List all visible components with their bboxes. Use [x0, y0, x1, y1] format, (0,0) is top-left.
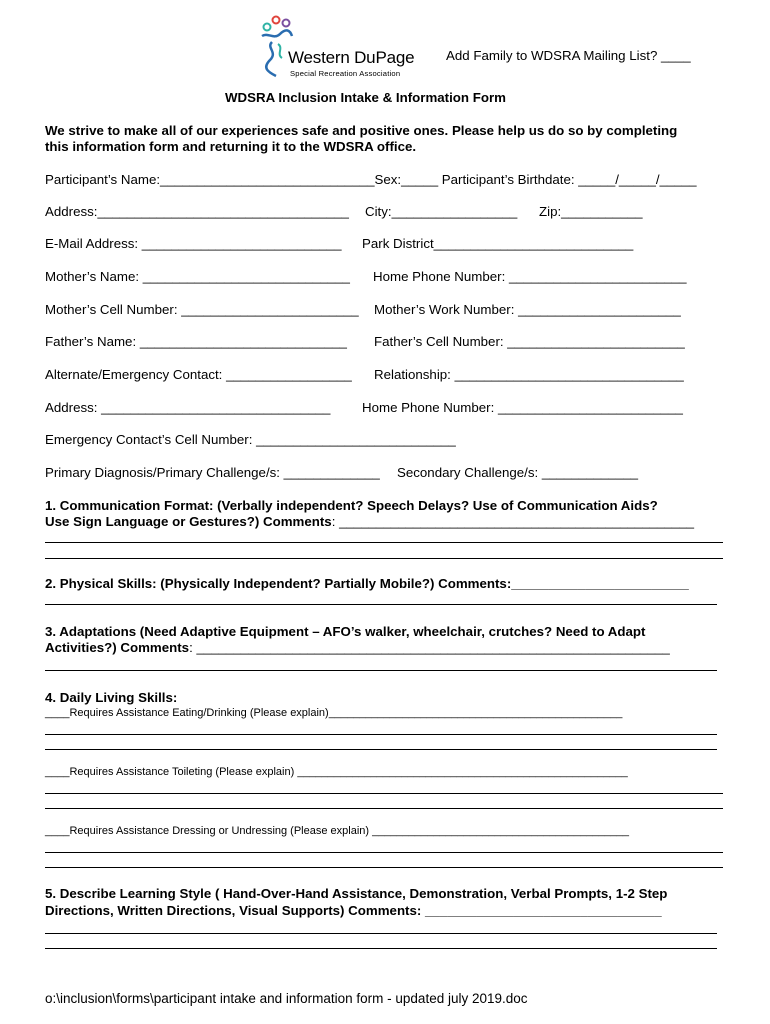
- eating-blank-line: [45, 749, 717, 750]
- intro-line-1: We strive to make all of our experiences safe and positive ones. Please help us do so by completing: [45, 123, 678, 138]
- mailing-list-question: Add Family to WDSRA Mailing List? ____: [446, 48, 691, 63]
- section-4-heading: 4. Daily Living Skills:: [45, 690, 178, 705]
- eating-assistance-item: ____Requires Assistance Eating/Drinking (Please explain)________________________________________________: [45, 707, 623, 719]
- section-5-blank-line: [45, 948, 717, 949]
- eating-blank-line: [45, 734, 717, 735]
- primary-diagnosis-field: Primary Diagnosis/Primary Challenge/s: _____________: [45, 465, 380, 480]
- city-field: City:_________________: [365, 204, 518, 219]
- section-2-blank-line: [45, 604, 717, 605]
- dressing-blank-line: [45, 852, 723, 853]
- section-3-heading: 3. Adaptations (Need Adaptive Equipment – AFO’s walker, wheelchair, crutches? Need to Adapt: [45, 624, 646, 639]
- section-3-comments-blank: : ________________________________________________________________: [189, 640, 670, 655]
- section-3-heading-2: [45, 640, 670, 655]
- wdsra-logo: [258, 14, 428, 80]
- toileting-blank-line: [45, 808, 723, 809]
- logo-org-name: Western DuPage: [288, 48, 415, 67]
- home-phone-field: Home Phone Number: ________________________: [373, 269, 687, 284]
- section-2-heading: 2. Physical Skills: (Physically Independent? Partially Mobile?) Comments:________________________: [45, 576, 689, 591]
- section-1-blank-line: [45, 542, 723, 543]
- mother-name-field: Mother’s Name: ____________________________: [45, 269, 350, 284]
- email-field: E-Mail Address: ___________________________: [45, 236, 342, 251]
- dressing-assistance-item: ____Requires Assistance Dressing or Undressing (Please explain) __________________________________________: [45, 825, 630, 837]
- section-5-heading: 5. Describe Learning Style ( Hand-Over-Hand Assistance, Demonstration, Verbal Prompts, 1-2 Step: [45, 886, 668, 901]
- logo-figures-icon: [258, 14, 294, 80]
- section-1-heading-2: [45, 514, 694, 529]
- emergency-cell-field: Emergency Contact’s Cell Number: ___________________________: [45, 432, 456, 447]
- toileting-assistance-item: ____Requires Assistance Toileting (Please explain) ______________________________________________________: [45, 766, 628, 778]
- intro-line-2: this information form and returning it to the WDSRA office.: [45, 139, 417, 154]
- father-name-field: Father’s Name: ____________________________: [45, 334, 347, 349]
- secondary-challenge-field: Secondary Challenge/s: _____________: [397, 465, 639, 480]
- zip-field: Zip:___________: [539, 204, 643, 219]
- footer-file-path: o:\inclusion\forms\participant intake and information form - updated july 2019.doc: [45, 991, 528, 1006]
- mother-cell-field: Mother’s Cell Number: ________________________: [45, 302, 359, 317]
- emergency-address-field: Address: _______________________________: [45, 400, 331, 415]
- section-1-blank-line: [45, 558, 723, 559]
- mother-work-field: Mother’s Work Number: ______________________: [374, 302, 681, 317]
- section-5-heading-2: Directions, Written Directions, Visual Supports) Comments: ________________________________: [45, 903, 662, 918]
- form-title: WDSRA Inclusion Intake & Information Form: [225, 90, 506, 105]
- section-1-heading: 1. Communication Format: (Verbally independent? Speech Delays? Use of Communication Aids?: [45, 498, 658, 513]
- participant-info-row: Participant’s Name:_____________________________Sex:_____ Participant’s Birthdate: _____/_____/_____: [45, 172, 697, 187]
- section-5-blank-line: [45, 933, 717, 934]
- section-1-comments-blank: : ________________________________________________: [331, 514, 695, 529]
- father-cell-field: Father’s Cell Number: ________________________: [374, 334, 685, 349]
- section-1-comments-label: Use Sign Language or Gestures?) Comments: [45, 514, 332, 529]
- park-district-field: Park District___________________________: [362, 236, 634, 251]
- relationship-field: Relationship: _______________________________: [374, 367, 684, 382]
- logo-org-subtitle: Special Recreation Association: [290, 69, 401, 78]
- emergency-contact-field: Alternate/Emergency Contact: _________________: [45, 367, 352, 382]
- section-3-blank-line: [45, 670, 717, 671]
- address-field: Address:__________________________________: [45, 204, 349, 219]
- dressing-blank-line: [45, 867, 723, 868]
- section-3-comments-label: Activities?) Comments: [45, 640, 190, 655]
- toileting-blank-line: [45, 793, 723, 794]
- emergency-home-phone-field: Home Phone Number: _________________________: [362, 400, 683, 415]
